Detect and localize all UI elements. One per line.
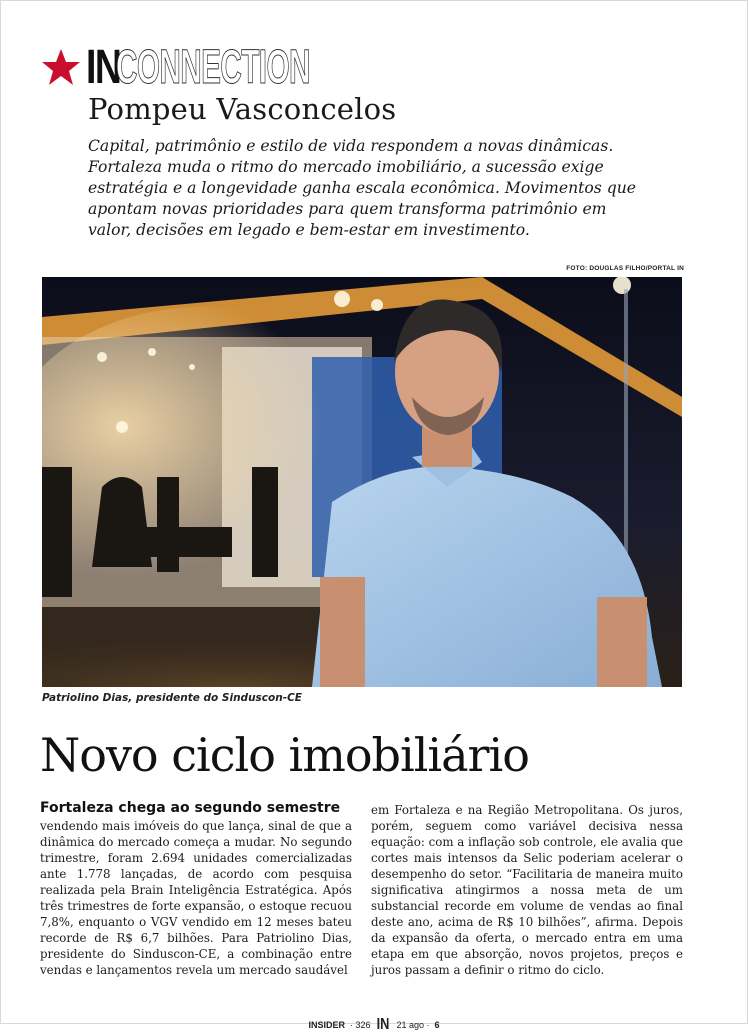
- article-headline: Novo ciclo imobiliário: [40, 728, 529, 782]
- section-masthead: [40, 41, 429, 94]
- page-footer: [0, 1017, 748, 1033]
- article-body-left: vendendo mais imóveis do que lança, sinal de que a dinâmica do mercado começa a mudar. No segundo trimestre, foram 2.694 unidades comercializadas ante 1.778 lançadas, de acordo com pesquisa realizada pela Brain Inteligência Estratégica. Após três trimestres de forte expansão, o estoque recuou 7,8%, enquanto o VGV vendido em 12 meses bateu recorde de R$ 6,7 bilhões. Para Patriolino Dias, presidente do Sinduscon-CE, a combinação entre vendas e lançamentos revela um mercado saudável: [40, 819, 352, 977]
- photo-caption: Patriolino Dias, presidente do Sinduscon-CE: [42, 692, 302, 704]
- article-column-left: [40, 800, 352, 978]
- footer-date: 21 ago ·: [396, 1020, 430, 1030]
- article-subhead: Fortaleza chega ao segundo semestre: [40, 800, 341, 816]
- footer-brand-logo: IN: [377, 1016, 390, 1033]
- page-number: 6: [434, 1020, 440, 1030]
- article-body-right: em Fortaleza e na Região Metropolitana. Os juros, porém, seguem como variável decisiva nessa equação: com a inflação sob controle, ele avalia que cortes mais intensos da Selic poderiam acelerar o desempenho do setor. “Facilitaria de maneira muito significativa atingirmos a nossa meta de um substancial recorde em volume de vendas ao final deste ano, acima de R$ 10 bilhões”, afirma. Depois da expansão da oferta, o mercado entra em uma etapa em que absorção, novos projetos, preços e juros passam a definir o ritmo do ciclo.: [371, 803, 684, 977]
- footer-publication: INSIDER: [308, 1020, 345, 1030]
- portrait-photo-illustration: [42, 277, 682, 687]
- feature-photo: [42, 277, 682, 687]
- article-column-right: [371, 802, 683, 978]
- footer-issue: · 326: [349, 1020, 371, 1030]
- columnist-name: Pompeu Vasconcelos: [88, 92, 397, 126]
- brand-in-logo: IN: [86, 41, 121, 94]
- brand-connection-logo: CONNECTION: [116, 41, 310, 94]
- star-icon: [40, 47, 82, 89]
- lead-paragraph: Capital, patrimônio e estilo de vida respondem a novas dinâmicas. Fortaleza muda o ritmo do mercado imobiliário, a sucessão exige estratégia e a longevidade ganha escala econômica. Movimentos que apontam novas prioridades para quem transforma patrimônio em valor, decisões em legado e bem-estar em investimento.: [88, 137, 636, 239]
- photo-credit: FOTO: DOUGLAS FILHO/PORTAL IN: [566, 265, 684, 272]
